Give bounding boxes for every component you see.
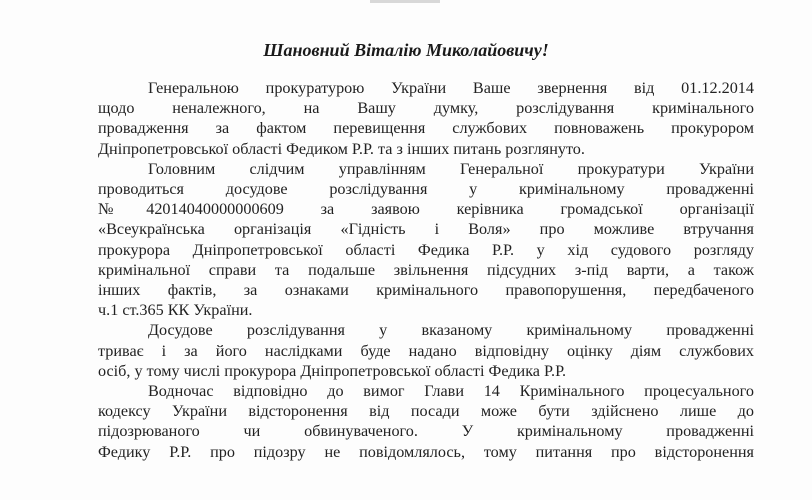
text-line: №42014040000000609 за заявою керівника громадської організації xyxy=(98,200,754,219)
text-line: прокурора Дніпропетровської області Федика Р.Р. у хід судового розгляду xyxy=(98,240,754,259)
top-edge-mark xyxy=(370,0,440,3)
letter-body xyxy=(98,78,754,462)
paragraph-2 xyxy=(98,159,754,321)
paragraph-1 xyxy=(98,78,754,159)
text-line: ч.1 ст.365 КК України. xyxy=(98,301,253,320)
text-line: «Всеукраїнська організація «Гідність і Воля» про можливе втручання xyxy=(98,220,754,239)
text-line: Федику Р.Р. про підозру не повідомлялось, тому питання про відсторонення xyxy=(98,442,754,461)
text-line: Досудове розслідування у вказаному кримінальному провадженні xyxy=(148,321,754,340)
text-line: Водночас відповідно до вимог Глави 14 Кримінального процесуального xyxy=(148,382,754,401)
letter-salutation: Шановний Віталію Миколайовичу! xyxy=(263,40,549,60)
text-line: кодексу України відсторонення від посади може бути здійснено лише до xyxy=(98,402,754,421)
text-line: Головним слідчим управлінням Генеральної прокуратури України xyxy=(148,159,754,178)
text-line: осіб, у тому числі прокурора Дніпропетровської області Федика Р.Р. xyxy=(98,361,567,380)
text-line: провадження за фактом перевищення службових повноважень прокурором xyxy=(98,119,754,138)
text-line: триває і за його наслідками буде надано відповідну оцінку діям службових xyxy=(98,341,754,360)
text-line: Генеральною прокуратурою України Ваше звернення від 01.12.2014 xyxy=(148,79,754,97)
text-line: Дніпропетровської області Федиком Р.Р. та з інших питань розглянуто. xyxy=(98,139,585,158)
paragraph-4 xyxy=(98,381,754,462)
text-line: інших фактів, за ознаками кримінального правопорушення, передбаченого xyxy=(98,281,754,300)
text-line: підозрюваного чи обвинуваченого. У кримінальному провадженні xyxy=(98,422,754,441)
text-line: кримінальної справи та подальше звільнення підсудних з-під варти, а також xyxy=(98,260,754,279)
paragraph-3 xyxy=(98,320,754,381)
text-line: проводиться досудове розслідування у кримінальному провадженні xyxy=(98,180,754,199)
text-line: щодо неналежного, на Вашу думку, розслідування кримінального xyxy=(98,99,754,118)
